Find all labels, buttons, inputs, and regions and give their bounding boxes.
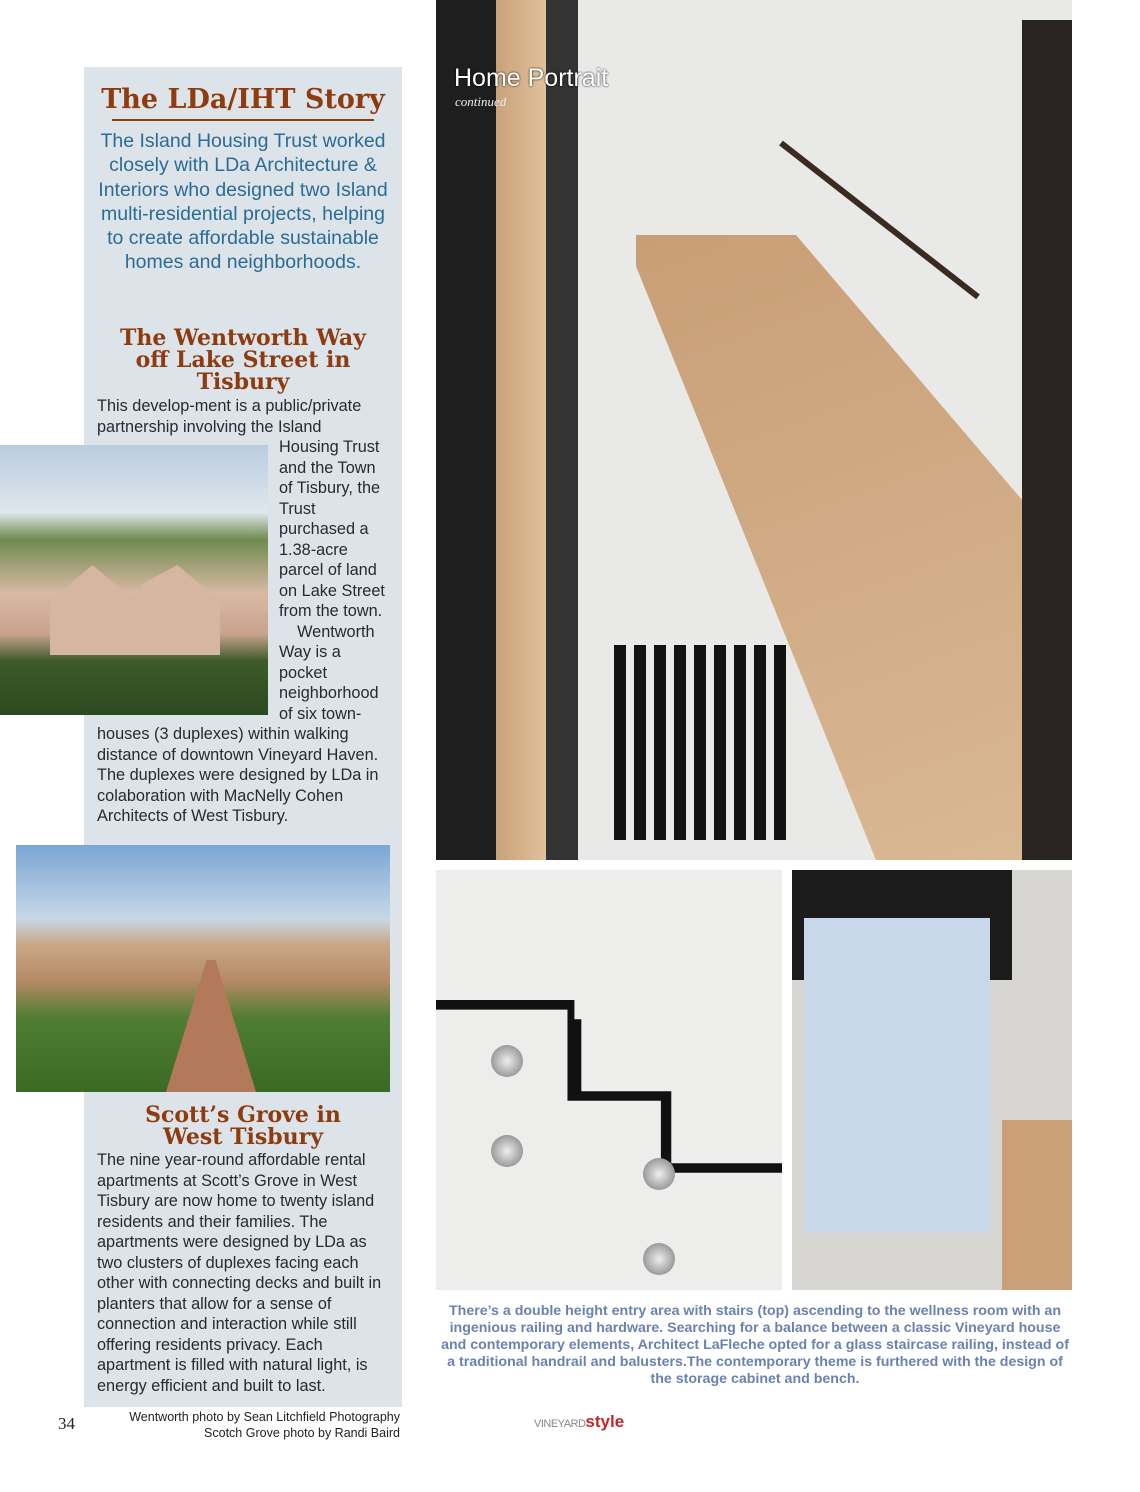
text-line: from the town. — [279, 602, 383, 620]
text-line: houses (3 duplexes) within walking — [97, 725, 349, 743]
title-rule — [112, 119, 374, 121]
wentworth-photo — [0, 445, 268, 715]
text-line: planters that allow for a sense of — [97, 1294, 332, 1313]
heading-line: Scott’s Grove in — [145, 1102, 341, 1128]
text-line: purchased a — [279, 520, 369, 538]
stair-edge — [436, 1000, 782, 1240]
stair-photo — [436, 0, 1072, 860]
cabinet-photo — [792, 870, 1072, 1290]
wood-post — [496, 0, 546, 860]
credit-line: Scotch Grove photo by Randi Baird — [204, 1426, 400, 1440]
text-line: offering residents privacy. Each — [97, 1335, 323, 1354]
standoff-hardware — [643, 1243, 675, 1275]
stairs-shape — [1002, 1120, 1072, 1290]
text-line: Trust — [279, 499, 316, 518]
heading-line: Tisbury — [196, 369, 290, 395]
heading-line: The Wentworth Way — [120, 325, 366, 351]
section-label: Home Portrait — [454, 64, 609, 92]
text-line: apartment is filled with natural light, is — [97, 1356, 368, 1374]
sidebar-intro: The Island Housing Trust worked closely with LDa Architecture & Interiors who designed two Island multi-residential projects, helping to create affordable sustainable homes and neighborhoods. — [98, 130, 388, 274]
door — [1022, 20, 1072, 860]
text-line: energy efficient and built to last. — [97, 1376, 326, 1395]
wentworth-text-bottom — [97, 724, 378, 827]
text-line: distance of downtown Vineyard Haven. — [97, 745, 379, 764]
storage-cabinet — [804, 918, 990, 1233]
text-line: of six town- — [279, 704, 362, 723]
text-line: two clusters of duplexes facing each — [97, 1253, 359, 1272]
wentworth-text-top — [97, 396, 361, 437]
text-line: Wentworth — [279, 622, 375, 641]
photo-credits — [100, 1409, 400, 1441]
wentworth-heading — [84, 327, 402, 393]
text-line: connection and interaction while still — [97, 1315, 357, 1333]
scotts-heading — [84, 1104, 402, 1148]
text-line: residents and their families. The — [97, 1212, 328, 1231]
boardwalk-shape — [166, 960, 256, 1092]
text-line: parcel of land — [279, 561, 377, 579]
charred-wall — [436, 0, 496, 860]
text-line: The duplexes were designed by LDa in — [97, 766, 379, 784]
section-sublabel: continued — [455, 94, 507, 109]
standoff-hardware — [491, 1045, 523, 1077]
railing-detail-photo — [436, 870, 782, 1290]
standoff-hardware — [643, 1158, 675, 1190]
sidebar-title: The LDa/IHT Story — [101, 84, 385, 115]
text-line: apartments were designed by LDa as — [97, 1233, 367, 1251]
heading-line: West Tisbury — [163, 1124, 323, 1150]
text-line: This develop-ment is a public/private — [97, 397, 362, 415]
text-line: neighborhood — [279, 684, 379, 702]
wentworth-text-wrap — [279, 437, 385, 724]
text-line: pocket — [279, 663, 327, 682]
text-line: colaboration with MacNelly Cohen — [97, 786, 344, 805]
logo-part: VINEYARD — [534, 1418, 586, 1430]
heading-line: off Lake Street in — [135, 347, 351, 373]
magazine-logo — [534, 1412, 624, 1432]
house-shape — [50, 565, 220, 655]
text-line: apartments at Scott’s Grove in West — [97, 1171, 358, 1190]
text-line: and the Town — [279, 458, 376, 477]
photo-caption: There’s a double height entry area with stairs (top) ascending to the wellness room with an ingenious railing and hardware. Searching for a balance between a classic Vineyard house and contemporary elements, Architect LaFleche opted for a glass staircase railing, instead of a traditional handrail and balusters.The contemporary theme is furthered with the design of the storage cabinet and bench. — [441, 1303, 1069, 1387]
page-number: 34 — [58, 1414, 75, 1433]
bench — [614, 645, 789, 840]
text-line: Architects of West Tisbury. — [97, 807, 289, 825]
text-line: other with connecting decks and built in — [97, 1274, 382, 1292]
text-line: of Tisbury, the — [279, 479, 381, 497]
credit-line: Wentworth photo by Sean Litchfield Photography — [129, 1410, 400, 1424]
text-line: partnership involving the Island — [97, 417, 322, 436]
text-line: The nine year-round affordable rental — [97, 1151, 366, 1169]
standoff-hardware — [491, 1135, 523, 1167]
scotts-grove-photo — [16, 845, 390, 1092]
text-line: Housing Trust — [279, 438, 380, 456]
door-frame — [546, 0, 578, 860]
text-line: Way is a — [279, 643, 341, 661]
scotts-text — [97, 1150, 381, 1396]
logo-part: style — [585, 1412, 625, 1431]
text-line: Tisbury are now home to twenty island — [97, 1192, 375, 1210]
text-line: 1.38-acre — [279, 540, 348, 559]
text-line: on Lake Street — [279, 581, 385, 600]
